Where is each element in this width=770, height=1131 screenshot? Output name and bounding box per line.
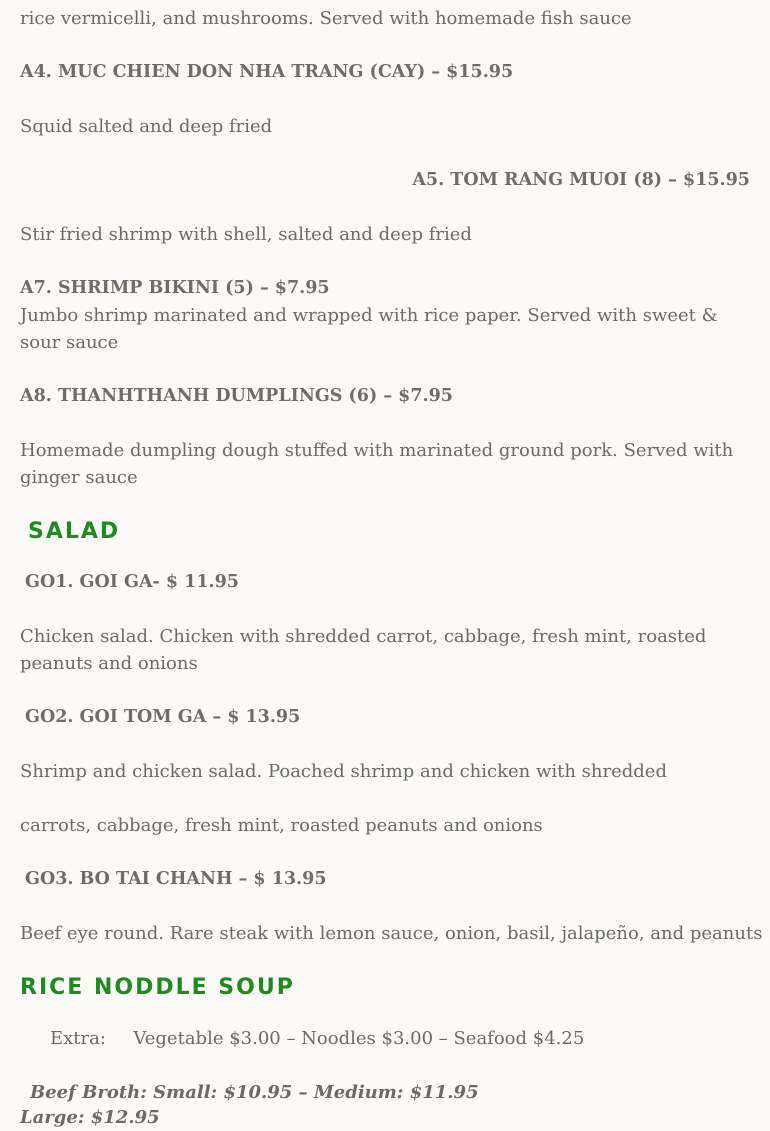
beef-broth-prices-cutoff: Large: $12.95 [20,1107,160,1128]
item-description: Squid salted and deep fried [20,116,273,137]
extras-prices: Vegetable $3.00 – Noodles $3.00 – Seafood $4.25 [133,1028,585,1049]
menu-item-title-a8: A8. THANHTHANH DUMPLINGS (6) – $7.95 [20,386,453,406]
section-heading-rice-noodle-soup: RICE NODDLE SOUP [20,975,295,1000]
extras-line [50,1025,750,1052]
item-description: Shrimp and chicken salad. Poached shrimp and chicken with shredded [20,761,667,782]
menu-item-title-go1: GO1. GOI GA- $ 11.95 [25,572,239,592]
item-description: carrots, cabbage, fresh mint, roasted peanuts and onions [20,815,543,836]
beef-broth-prices: Beef Broth: Small: $10.95 – Medium: $11.95 [30,1082,479,1103]
menu-item-title-go3: GO3. BO TAI CHANH – $ 13.95 [25,869,327,889]
item-description: rice vermicelli, and mushrooms. Served with homemade fish sauce [20,8,632,29]
menu-item-title-a5: A5. TOM RANG MUOI (8) – $15.95 [412,170,750,190]
menu-item-title-a7: A7. SHRIMP BIKINI (5) – $7.95 [20,278,330,298]
item-description: Homemade dumpling dough stuffed with marinated ground pork. Served with ginger sauce [20,440,734,488]
item-description: Beef eye round. Rare steak with lemon sauce, onion, basil, jalapeño, and peanuts [20,923,763,944]
item-description: Chicken salad. Chicken with shredded carrot, cabbage, fresh mint, roasted peanuts and onions [20,626,707,674]
menu-item-title-a4: A4. MUC CHIEN DON NHA TRANG (CAY) – $15.95 [20,62,514,82]
item-description: Jumbo shrimp marinated and wrapped with rice paper. Served with sweet & sour sauce [20,305,718,353]
section-heading-salad: SALAD [28,519,121,544]
item-description: Stir fried shrimp with shell, salted and deep fried [20,224,472,245]
extras-label: Extra: [50,1028,106,1049]
menu-item-title-go2: GO2. GOI TOM GA – $ 13.95 [25,707,301,727]
